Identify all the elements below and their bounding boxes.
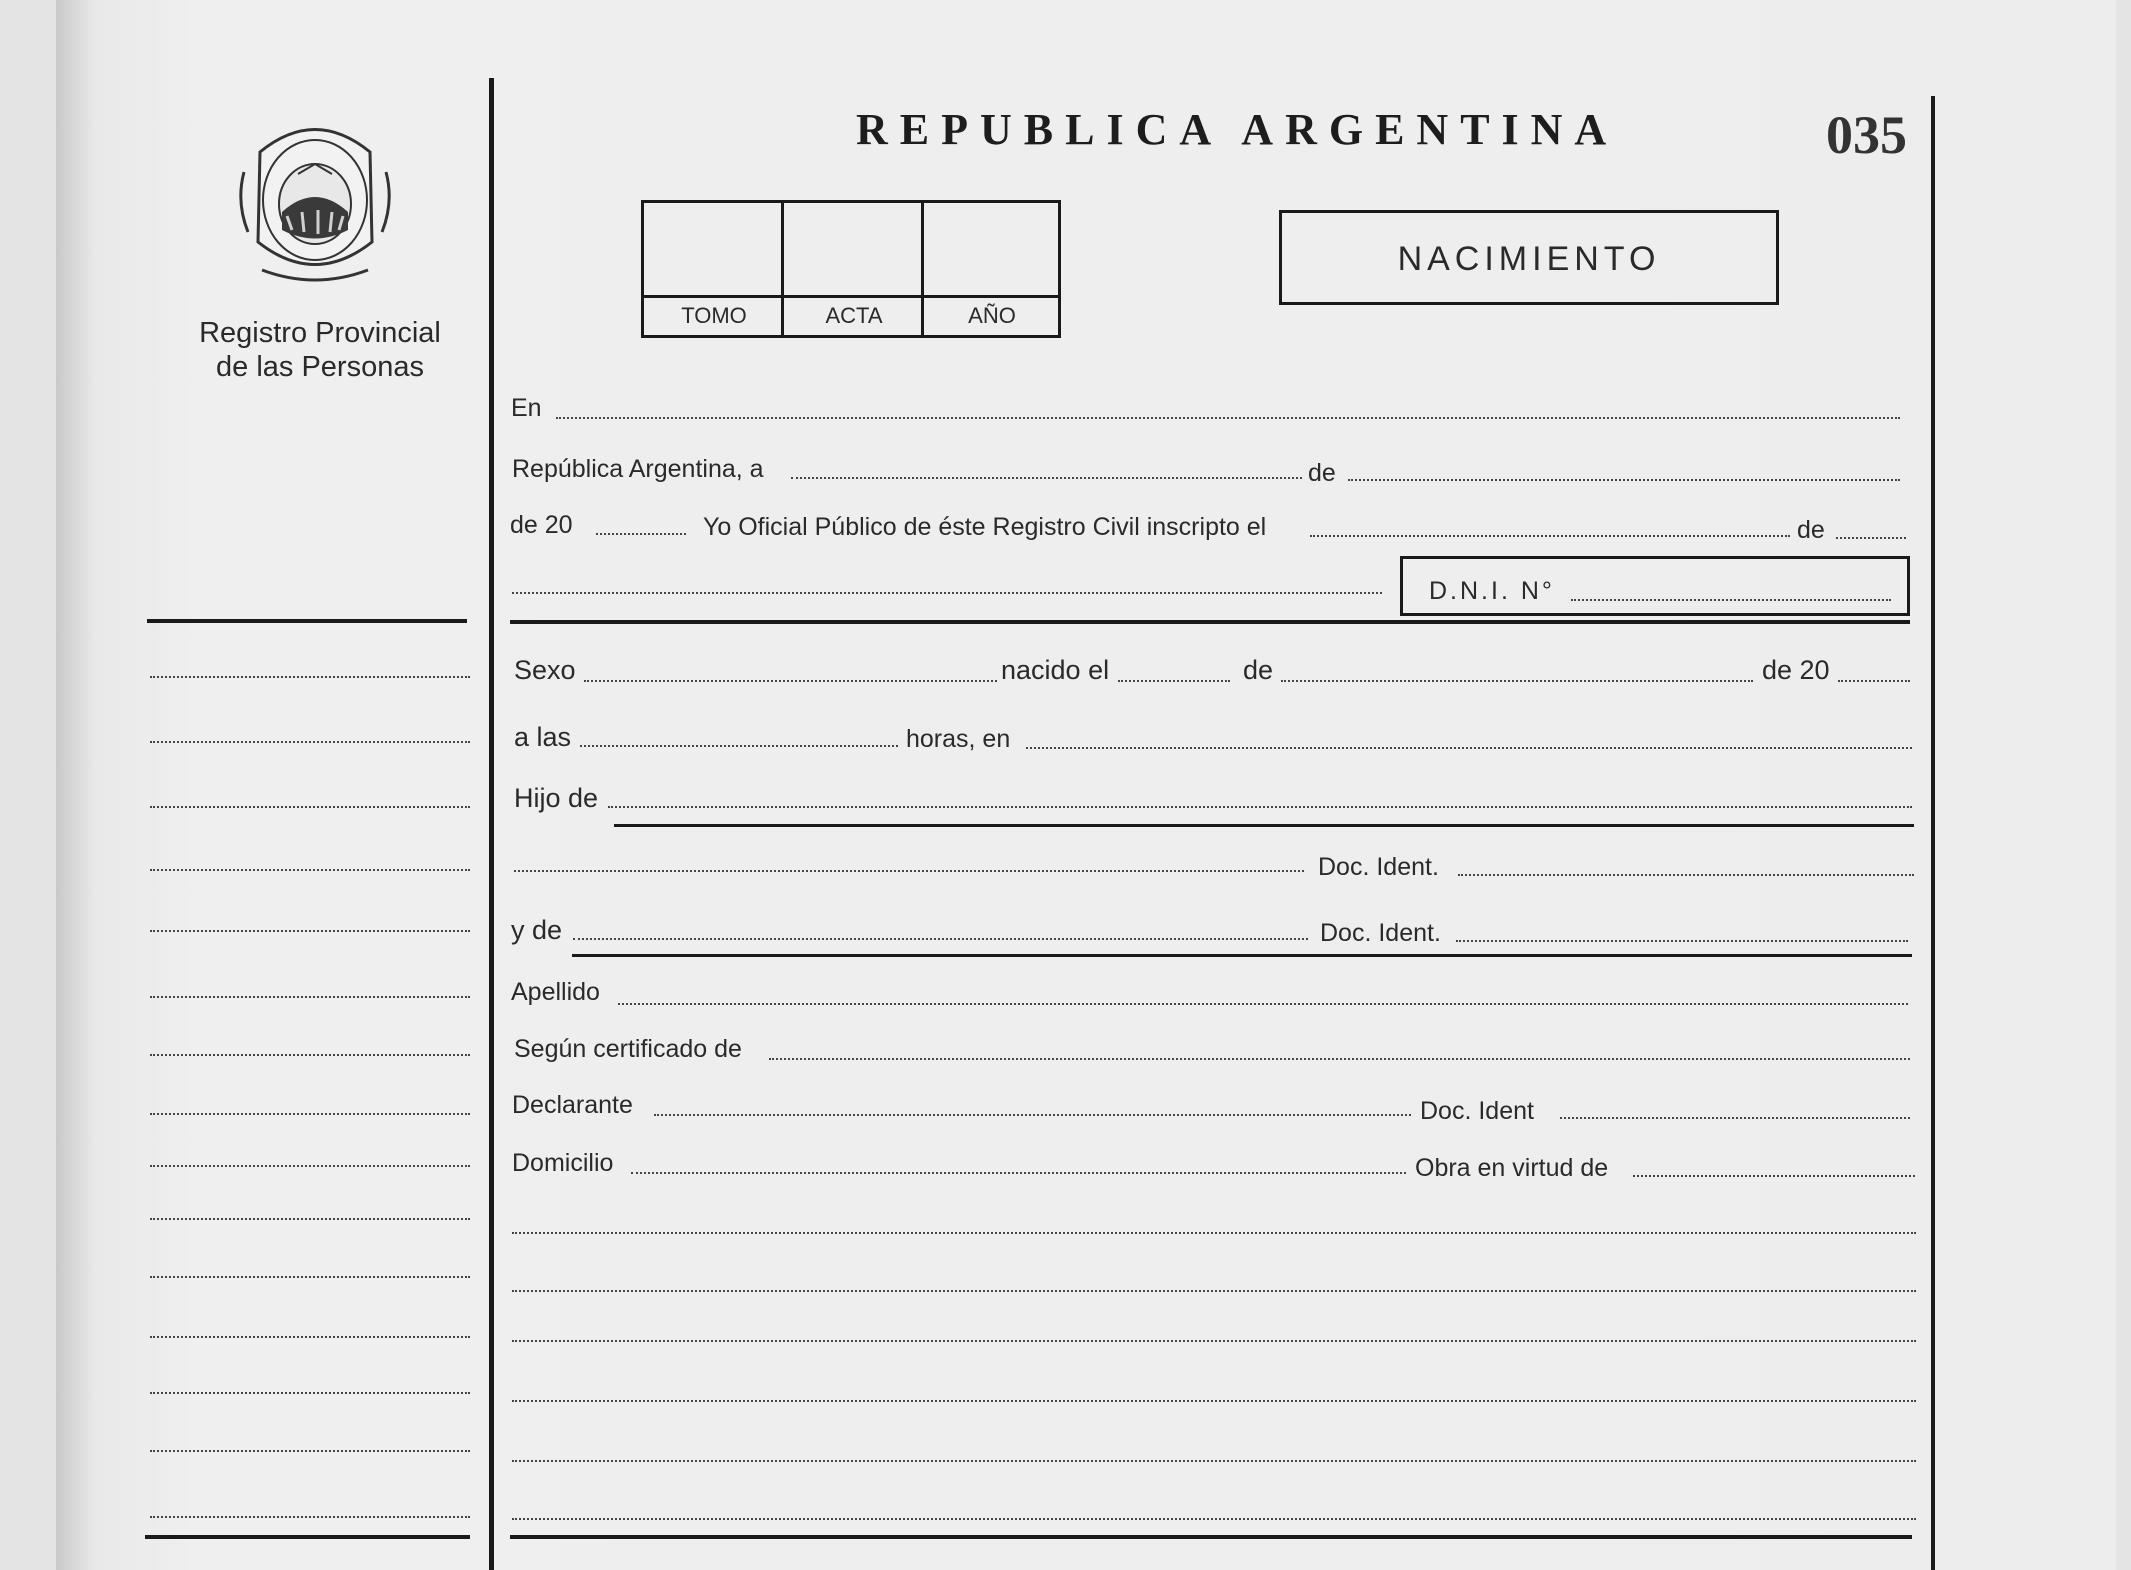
margin-note-line[interactable] (150, 1218, 470, 1220)
ano-label: AÑO (968, 303, 1016, 328)
label-de-3: de (1243, 655, 1274, 685)
margin-note-line[interactable] (150, 1392, 470, 1394)
label-apellido: Apellido (511, 978, 600, 1006)
label-en: En (511, 394, 542, 422)
margin-note-line[interactable] (150, 1276, 470, 1278)
label-doc-ident-2: Doc. Ident. (1320, 919, 1441, 947)
margin-note-line[interactable] (150, 1450, 470, 1452)
field-oficial-name[interactable] (512, 592, 1382, 594)
label-de-2: de (1797, 516, 1825, 544)
notes-line[interactable] (512, 1340, 1916, 1342)
label-a-las: a las (514, 722, 572, 752)
field-nacido-ano[interactable] (1838, 680, 1910, 682)
label-y-de: y de (511, 915, 563, 945)
field-declarante[interactable] (654, 1114, 1411, 1116)
field-day[interactable] (791, 477, 1302, 479)
agency-name-line2: de las Personas (216, 351, 424, 383)
record-type-box: NACIMIENTO (1279, 210, 1779, 305)
label-republica: República Argentina, a (512, 455, 764, 483)
agency-seal (232, 112, 398, 292)
dni-box (1400, 556, 1910, 616)
field-padre-2[interactable] (514, 870, 1304, 872)
registry-boxes (641, 200, 1061, 338)
notes-line[interactable] (512, 1290, 1916, 1292)
field-year[interactable] (596, 533, 686, 535)
field-doc-ident-3[interactable] (1560, 1117, 1910, 1119)
right-frame-line (1931, 96, 1935, 1570)
label-doc-ident-1: Doc. Ident. (1318, 853, 1439, 881)
margin-rule-bottom (145, 1535, 470, 1539)
margin-note-line[interactable] (150, 1054, 470, 1056)
label-horas-en: horas, en (906, 725, 1011, 753)
margin-note-line[interactable] (150, 806, 470, 808)
label-de-1: de (1308, 459, 1336, 487)
notes-line[interactable] (512, 1400, 1916, 1402)
section-rule-bottom (510, 1535, 1912, 1539)
label-sexo: Sexo (514, 655, 576, 685)
field-obra[interactable] (1633, 1175, 1915, 1177)
margin-note-line[interactable] (150, 996, 470, 998)
field-month[interactable] (1348, 479, 1900, 481)
margin-note-line[interactable] (150, 930, 470, 932)
label-declarante: Declarante (512, 1091, 633, 1119)
margin-note-line[interactable] (150, 1516, 470, 1518)
field-segun[interactable] (769, 1058, 1910, 1060)
margin-note-line[interactable] (150, 1113, 470, 1115)
notes-line[interactable] (512, 1460, 1916, 1462)
left-frame-line (489, 78, 494, 1570)
field-nacido-dia[interactable] (1118, 680, 1230, 682)
field-nacido-mes[interactable] (1281, 680, 1753, 682)
field-en[interactable] (556, 417, 1900, 419)
box-divider (644, 295, 1058, 298)
margin-note-line[interactable] (150, 1165, 470, 1167)
acta-label: ACTA (825, 303, 883, 328)
tomo-label: TOMO (681, 303, 747, 328)
label-hijo-de: Hijo de (514, 783, 599, 813)
field-hora[interactable] (580, 745, 898, 747)
serial-number: 035 (1826, 105, 1907, 165)
label-de-20: de 20 (510, 511, 573, 539)
notes-line[interactable] (512, 1232, 1916, 1234)
agency-name-line1: Registro Provincial (199, 317, 441, 349)
field-inscripto-de[interactable] (1836, 537, 1906, 539)
label-oficial: Yo Oficial Público de éste Registro Civil inscripto el (703, 513, 1267, 541)
rule-madre (572, 954, 1912, 957)
label-doc-ident-3: Doc. Ident (1420, 1097, 1534, 1125)
margin-note-line[interactable] (150, 676, 470, 678)
margin-note-line[interactable] (150, 1336, 470, 1338)
field-sexo[interactable] (584, 680, 997, 682)
label-segun: Según certificado de (514, 1035, 742, 1063)
field-domicilio[interactable] (631, 1172, 1406, 1174)
field-dni[interactable] (1571, 599, 1891, 601)
field-madre[interactable] (573, 938, 1308, 940)
field-doc-ident-1[interactable] (1458, 874, 1914, 876)
margin-note-line[interactable] (150, 869, 470, 871)
label-obra: Obra en virtud de (1415, 1154, 1609, 1182)
field-apellido[interactable] (618, 1003, 1908, 1005)
section-rule-1 (510, 620, 1910, 624)
agency-name (160, 316, 480, 384)
notes-line[interactable] (512, 1518, 1916, 1520)
label-domicilio: Domicilio (512, 1149, 614, 1177)
field-doc-ident-2[interactable] (1456, 940, 1908, 942)
margin-rule-top (147, 619, 467, 623)
label-dni: D.N.I. N° (1429, 577, 1555, 605)
field-padre[interactable] (608, 806, 1912, 808)
country-title: REPUBLICA ARGENTINA (856, 105, 1619, 154)
rule-hijo (614, 824, 1914, 827)
field-inscripto[interactable] (1310, 535, 1790, 537)
label-nacido: nacido el (1001, 655, 1110, 685)
margin-note-line[interactable] (150, 741, 470, 743)
field-lugar[interactable] (1026, 747, 1912, 749)
province-seal-icon (232, 112, 398, 292)
label-de-20b: de 20 (1762, 655, 1830, 685)
